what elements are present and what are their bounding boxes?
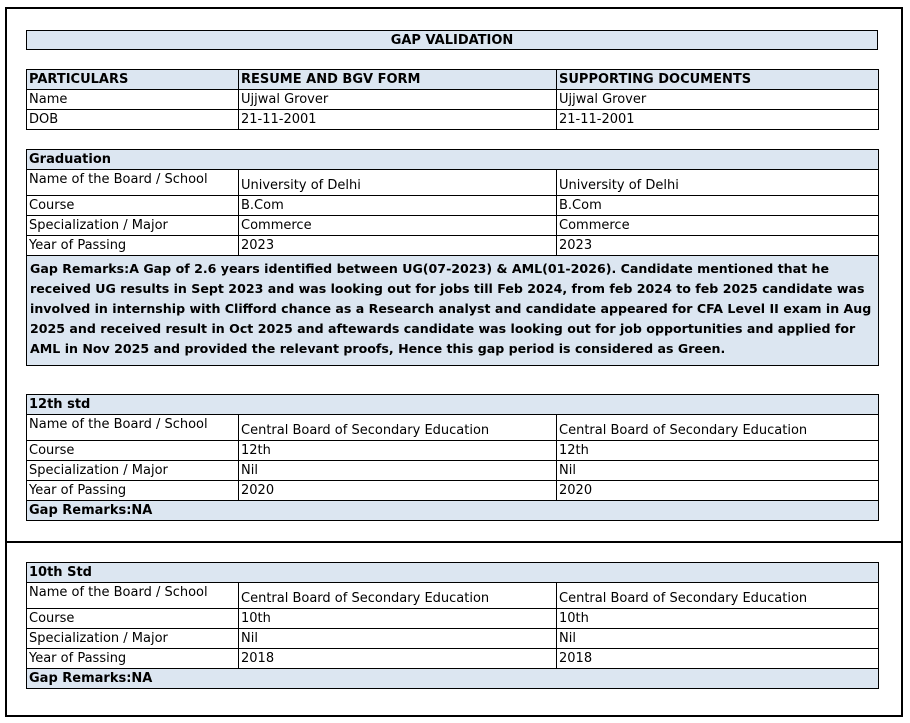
table-row: [27, 583, 879, 609]
row-label: Name of the Board / School: [27, 415, 239, 441]
gap-remarks: Gap Remarks:A Gap of 2.6 years identified between UG(07-2023) & AML(01-2026). Candidate mentioned that he received UG results in Sept 2023 and was looking out for jobs till Feb 2024, from feb 2024 to feb 2025 candidate was involved in internship with Clifford chance as a Research analyst and candidate appeared for CFA Level II exam in Aug 2025 and received result in Oct 2025 and aftewards candidate was looking out for job opportunities and applied for AML in Nov 2025 and provided the relevant proofs, Hence this gap period is considered as Green.: [27, 256, 879, 366]
table-row: [27, 415, 879, 441]
row-resume: Nil: [239, 461, 557, 481]
page-title: GAP VALIDATION: [26, 30, 878, 50]
header-docs: SUPPORTING DOCUMENTS: [557, 70, 879, 90]
tenth-table: [26, 562, 878, 689]
row-docs: 2020: [557, 481, 879, 501]
row-docs: Central Board of Secondary Education: [557, 583, 879, 609]
row-label: Name of the Board / School: [27, 170, 239, 196]
row-resume: Ujjwal Grover: [239, 90, 557, 110]
header-row: [27, 70, 879, 90]
row-resume: Central Board of Secondary Education: [239, 415, 557, 441]
table-row: [27, 170, 879, 196]
row-label: Course: [27, 441, 239, 461]
row-resume: University of Delhi: [239, 170, 557, 196]
gap-remarks: Gap Remarks:NA: [27, 501, 879, 521]
header-particulars: PARTICULARS: [27, 70, 239, 90]
row-label: Specialization / Major: [27, 216, 239, 236]
table-row: [27, 629, 879, 649]
row-docs: B.Com: [557, 196, 879, 216]
row-label: Course: [27, 196, 239, 216]
section-title: Graduation: [27, 150, 879, 170]
row-docs: Ujjwal Grover: [557, 90, 879, 110]
row-resume: 2020: [239, 481, 557, 501]
row-label: Year of Passing: [27, 649, 239, 669]
personal-table: [26, 69, 878, 130]
table-row: [27, 441, 879, 461]
table-row: [27, 216, 879, 236]
row-docs: 2023: [557, 236, 879, 256]
row-resume: Central Board of Secondary Education: [239, 583, 557, 609]
row-resume: Commerce: [239, 216, 557, 236]
row-label: Specialization / Major: [27, 629, 239, 649]
row-docs: 21-11-2001: [557, 110, 879, 130]
row-resume: 2018: [239, 649, 557, 669]
gap-remarks: Gap Remarks:NA: [27, 669, 879, 689]
row-resume: Nil: [239, 629, 557, 649]
row-label: DOB: [27, 110, 239, 130]
row-docs: 12th: [557, 441, 879, 461]
twelfth-table: [26, 394, 878, 521]
row-resume: B.Com: [239, 196, 557, 216]
row-docs: Commerce: [557, 216, 879, 236]
row-label: Year of Passing: [27, 481, 239, 501]
row-label: Name of the Board / School: [27, 583, 239, 609]
row-docs: 10th: [557, 609, 879, 629]
table-row: [27, 461, 879, 481]
row-docs: 2018: [557, 649, 879, 669]
row-docs: University of Delhi: [557, 170, 879, 196]
table-row: [27, 481, 879, 501]
row-docs: Nil: [557, 461, 879, 481]
row-resume: 21-11-2001: [239, 110, 557, 130]
header-resume: RESUME AND BGV FORM: [239, 70, 557, 90]
table-row: [27, 236, 879, 256]
table-row: [27, 90, 879, 110]
section-title: 10th Std: [27, 563, 879, 583]
row-label: Specialization / Major: [27, 461, 239, 481]
section-title: 12th std: [27, 395, 879, 415]
table-row: [27, 196, 879, 216]
row-resume: 2023: [239, 236, 557, 256]
row-docs: Nil: [557, 629, 879, 649]
row-label: Year of Passing: [27, 236, 239, 256]
table-row: [27, 110, 879, 130]
row-resume: 10th: [239, 609, 557, 629]
table-row: [27, 609, 879, 629]
graduation-table: [26, 149, 878, 366]
row-docs: Central Board of Secondary Education: [557, 415, 879, 441]
row-resume: 12th: [239, 441, 557, 461]
row-label: Name: [27, 90, 239, 110]
row-label: Course: [27, 609, 239, 629]
table-row: [27, 649, 879, 669]
